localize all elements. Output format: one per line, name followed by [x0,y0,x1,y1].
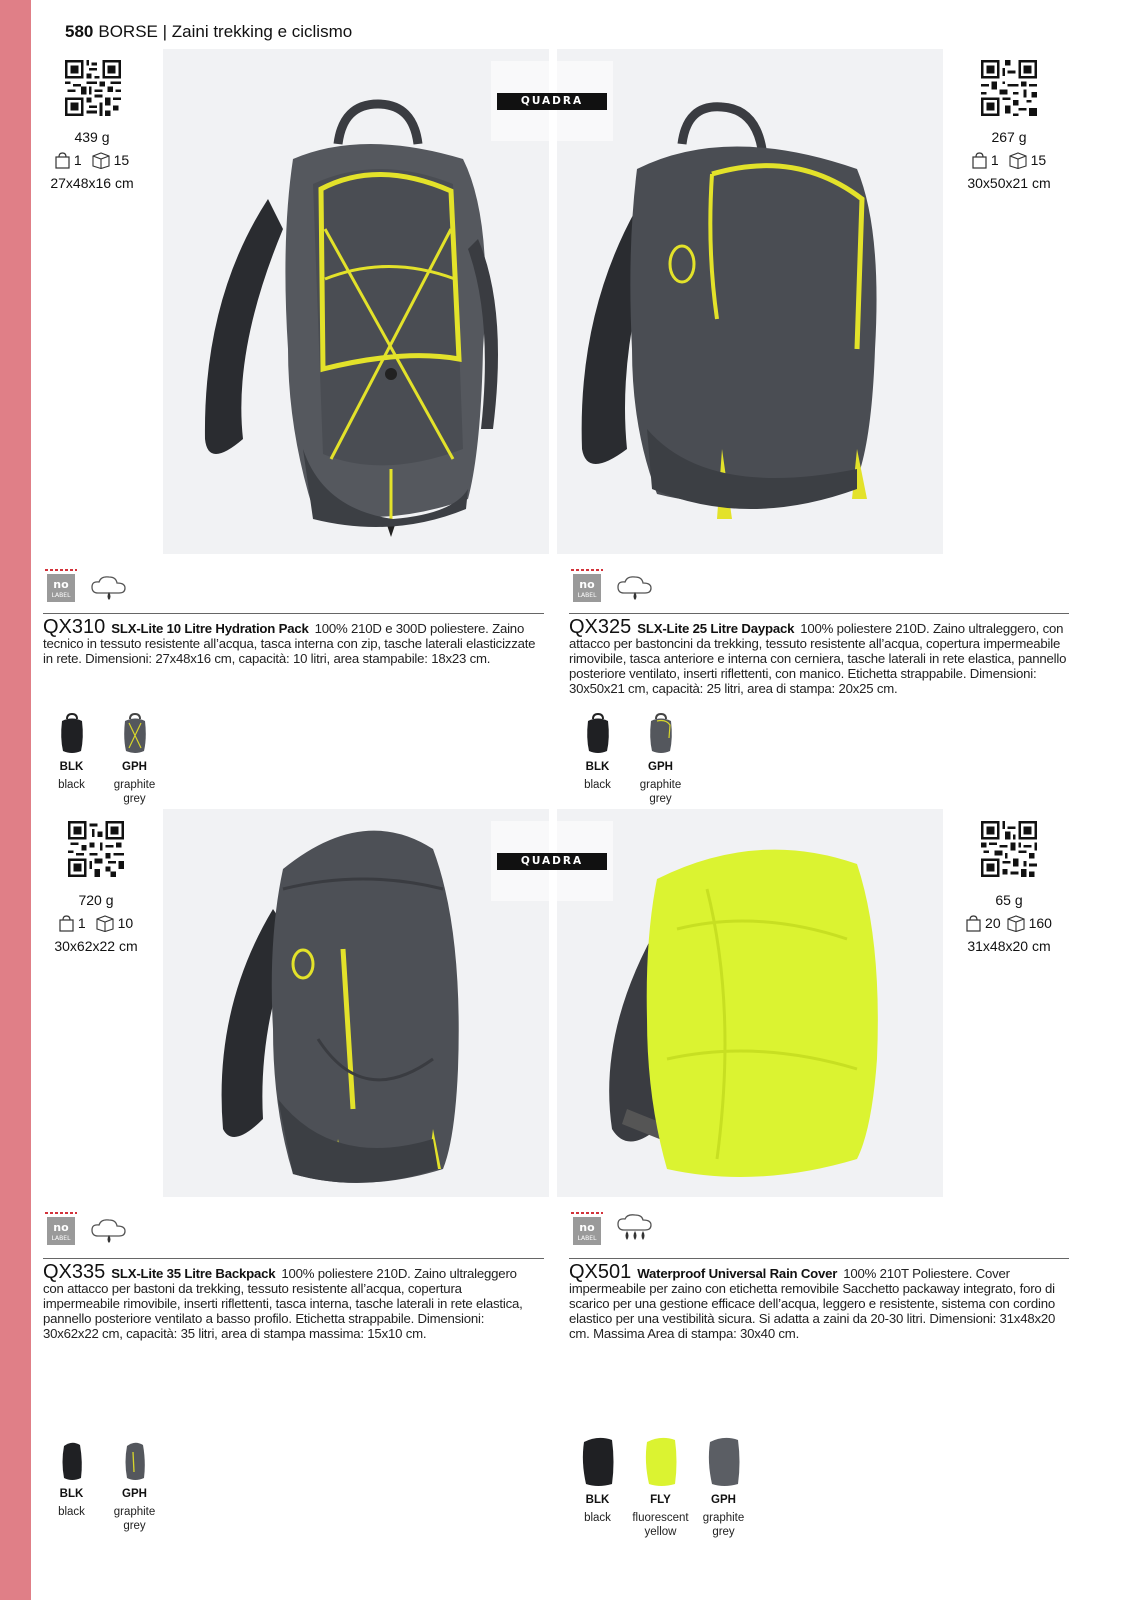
weight: 267 g [991,129,1027,145]
feature-icons-qx335 [44,1210,128,1246]
product-code: QX310 [43,616,106,638]
swatch-name: fluorescent yellow [632,1512,689,1538]
brand-logo: QUADRA [497,93,607,110]
no-label-bottom: LABEL [577,1235,597,1242]
swatch-code: BLK [585,761,610,773]
side-accent-strip [0,0,31,1600]
product-photo-qx501 [557,809,943,1197]
backpack-thumbnail [583,713,613,755]
qr-code-qx325 [981,60,1037,116]
no-label-bottom: LABEL [51,1235,71,1242]
backpack-thumbnail [646,713,676,755]
no-label-bottom: LABEL [577,592,597,599]
shopping-bag-icon [30,16,58,48]
qr-code-qx335 [68,821,124,877]
no-label-top: no [579,578,595,591]
qr-code-qx310 [65,60,121,116]
carton-box-icon [1009,152,1027,169]
swatch-code: BLK [59,761,84,773]
swatch-code: FLY [650,1494,671,1506]
product-description: 100% 210T Poliestere. Cover impermeabile per zaino con etichetta removibile Sacchetto packaway integrato, foro di scarico per una gestione efficace dell’acqua, leggero e resistente, sistema con cordino elastico per una vestibilità sicura. Si adatta a zaini da 20-30 litri. Dimensioni: 31x48x20 cm. Massima Area di stampa: 30x40 cm. [569,1266,1056,1341]
weight: 439 g [74,129,110,145]
carton-box-icon [92,152,110,169]
waterproof-icon [616,1214,654,1246]
product-description: 100% 210D e 300D poliestere. Zaino tecnico in tessuto resistente all’acqua, tasca interna con zip, tasche laterali elasticizzate in rete. Dimensioni: 27x48x16 cm, capacità: 10 litri, area stampabile: 18x23 cm. [43,621,536,666]
product-name: SLX-Lite 25 Litre Daypack [637,621,795,636]
swatch-fly[interactable] [629,1434,692,1539]
product-description: 100% poliestere 210D. Zaino ultraleggero, con attacco per bastoncini da trekking, tessuto resistente all’acqua, copertura impermeabile rimovibile, tasca anteriore e interna con cerniera, tasche laterali in rete elastica, pannello posteriore ventilato, inserti riflettenti, con manico. Etichetta strappabile. Dimensioni: 30x50x21 cm, capacità: 25 litri, area di stampa: 20x25 cm. [569,621,1067,696]
product-description: 100% poliestere 210D. Zaino ultraleggero con attacco per bastoni da trekking, tessuto resistente all’acqua, copertura impermeabile rimovibile, inserti riflettenti, tasca interna, tasche laterali in rete elastica, pannello posteriore ventilato a basso profilo. Etichetta strappabile. Dimensioni: 30x62x22 cm, capacità: 35 litri, area di stampa massima: 15x10 cm. [43,1266,523,1341]
pack-qty: 20 [985,915,1001,931]
page-header [65,22,352,42]
description-qx310 [43,616,536,666]
swatch-name: graphite grey [702,1512,745,1538]
swatch-code: BLK [59,1488,84,1500]
spec-block-qx335 [41,889,151,958]
carton-size: 31x48x20 cm [967,938,1051,954]
no-label-icon [44,1210,78,1246]
swatch-name: graphite grey [639,779,682,805]
carton-qty: 10 [117,915,134,931]
pack-bag-icon [59,915,74,932]
divider-line [43,1258,544,1259]
no-label-top: no [579,1221,595,1234]
no-label-icon [570,567,604,603]
pack-bag-icon [972,152,987,169]
spec-block-qx310 [37,126,147,195]
carton-size: 30x62x22 cm [54,938,138,954]
section-title: BORSE | Zaini trekking e ciclismo [98,22,353,41]
feature-icons-qx501 [570,1210,654,1246]
product-code: QX335 [43,1261,106,1283]
carton-size: 27x48x16 cm [50,175,134,191]
color-swatches-qx501 [566,1434,755,1539]
color-swatches-qx325 [566,713,692,806]
carton-qty: 15 [1030,152,1047,168]
qr-code-qx501 [981,821,1037,877]
swatch-blk[interactable] [566,1434,629,1539]
backpack-thumbnail [57,713,87,755]
pack-bag-icon [966,915,981,932]
description-qx335 [43,1261,536,1341]
product-photo-qx325 [557,49,943,554]
swatch-gph[interactable] [629,713,692,806]
product-name: SLX-Lite 35 Litre Backpack [111,1266,276,1281]
backpack-illustration [557,49,943,554]
swatch-code: BLK [585,1494,610,1506]
swatch-gph[interactable] [103,713,166,806]
no-label-icon [44,567,78,603]
weight: 65 g [995,892,1023,908]
swatch-name: black [584,779,611,791]
rain-cover-illustration [557,809,943,1197]
water-repellent-icon [616,575,654,603]
water-repellent-icon [90,1218,128,1246]
backpack-thumbnail [120,1440,150,1482]
swatch-code: GPH [648,761,673,773]
swatch-blk[interactable] [40,1440,103,1533]
product-name: SLX-Lite 10 Litre Hydration Pack [111,621,309,636]
swatch-blk[interactable] [40,713,103,806]
rain-cover-thumbnail [578,1434,618,1488]
product-code: QX501 [569,1261,632,1283]
carton-qty: 15 [113,152,130,168]
spec-block-qx501 [954,889,1064,958]
swatch-name: graphite grey [113,779,156,805]
weight: 720 g [78,892,114,908]
swatch-code: GPH [711,1494,736,1506]
feature-icons-qx325 [570,567,654,603]
feature-icons-qx310 [44,567,128,603]
swatch-name: black [58,1506,85,1518]
description-qx501 [569,1261,1074,1341]
swatch-blk[interactable] [566,713,629,806]
pack-qty: 1 [73,152,82,168]
swatch-name: black [584,1512,611,1524]
rain-cover-thumbnail [641,1434,681,1488]
spec-block-qx325 [954,126,1064,195]
swatch-code: GPH [122,761,147,773]
swatch-code: GPH [122,1488,147,1500]
color-swatches-qx335 [40,1440,166,1533]
no-label-bottom: LABEL [51,592,71,599]
page-number: 580 [65,22,94,41]
description-qx325 [569,616,1074,696]
rain-cover-thumbnail [704,1434,744,1488]
divider-line [43,613,544,614]
no-label-top: no [53,578,69,591]
pack-qty: 1 [77,915,86,931]
backpack-thumbnail [57,1440,87,1482]
water-repellent-icon [90,575,128,603]
carton-qty: 160 [1028,915,1052,931]
swatch-name: black [58,779,85,791]
pack-qty: 1 [990,152,999,168]
carton-box-icon [96,915,114,932]
backpack-thumbnail [120,713,150,755]
no-label-top: no [53,1221,69,1234]
color-swatches-qx310 [40,713,166,806]
carton-size: 30x50x21 cm [967,175,1051,191]
brand-logo: QUADRA [497,853,607,870]
swatch-name: graphite grey [113,1506,156,1532]
pack-bag-icon [55,152,70,169]
swatch-gph[interactable] [103,1440,166,1533]
product-name: Waterproof Universal Rain Cover [637,1266,838,1281]
product-code: QX325 [569,616,632,638]
divider-line [569,613,1069,614]
no-label-icon [570,1210,604,1246]
carton-box-icon [1007,915,1025,932]
divider-line [569,1258,1069,1259]
swatch-gph[interactable] [692,1434,755,1539]
